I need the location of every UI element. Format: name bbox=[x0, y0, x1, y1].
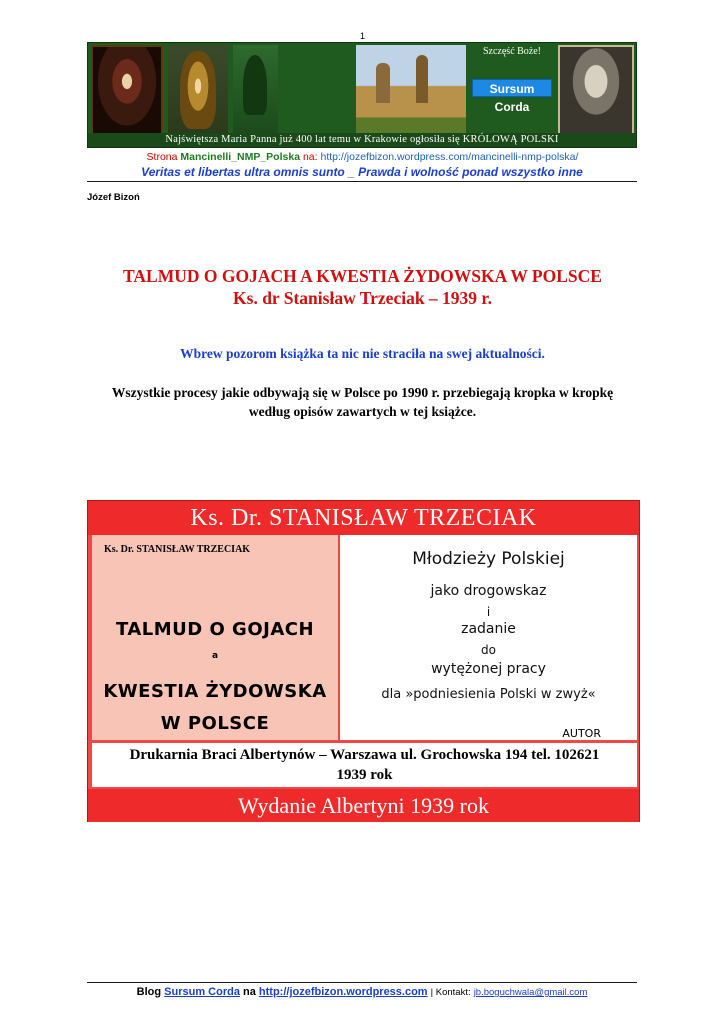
cover-title-line-3: W POLSCE bbox=[160, 713, 270, 734]
greeting-text: Szczęść Boże! bbox=[482, 46, 542, 57]
tree-icon bbox=[233, 45, 278, 135]
note-blue: Wbrew pozorom książka ta nic nie straciła na swej aktualności. bbox=[180, 346, 545, 361]
author-name: Józef Bizoń bbox=[87, 192, 140, 203]
dedication-line-3: i bbox=[486, 605, 491, 619]
footer-blog-url-link[interactable]: http://jozefbizon.wordpress.com bbox=[258, 986, 428, 998]
page-footer bbox=[87, 982, 637, 998]
cover-bottom-title: Wydanie Albertyni 1939 rok bbox=[88, 789, 639, 822]
note-black: Wszystkie procesy jakie odbywają się w Polsce po 1990 r. przebiegają kropka w kropkę według opisów zawartych w tej książce. bbox=[111, 385, 614, 419]
footer-na: na bbox=[243, 986, 256, 998]
cover-left-panel bbox=[92, 535, 338, 740]
footer-blog-label: Blog bbox=[136, 986, 162, 998]
dedication-line-5: do bbox=[481, 643, 496, 657]
motto: Veritas et libertas ultra omnis sunto _ Prawda i wolność ponad wszystko inne bbox=[87, 165, 637, 182]
site-prefix: Strona bbox=[146, 151, 178, 163]
site-info-line bbox=[0, 151, 725, 163]
document-title bbox=[0, 265, 725, 309]
dedication-line-1: Młodzieży Polskiej bbox=[412, 549, 565, 569]
publisher-line-2: 1939 rok bbox=[336, 767, 393, 783]
dedication-autor: AUTOR bbox=[562, 727, 601, 740]
cover-publisher bbox=[92, 743, 637, 787]
dedication-line-7: dla »podniesienia Polski w zwyż« bbox=[381, 687, 596, 702]
site-url-link[interactable]: http://jozefbizon.wordpress.com/mancinelli-nmp-polska/ bbox=[320, 151, 579, 163]
ostra-brama-icon bbox=[168, 45, 228, 135]
cover-small-author: Ks. Dr. STANISŁAW TRZECIAK bbox=[104, 544, 251, 555]
publisher-line-1: Drukarnia Braci Albertynów – Warszawa ul. Grochowska 194 tel. 102621 bbox=[129, 747, 600, 763]
dedication-line-6: wytężonej pracy bbox=[431, 661, 546, 677]
header-banner bbox=[87, 42, 637, 148]
cover-title-line-2: KWESTIA ŻYDOWSKA bbox=[103, 681, 327, 702]
banner-caption: Najświętsza Maria Panna już 400 lat temu w Krakowie ogłosiła się KRÓLOWĄ POLSKI bbox=[88, 133, 636, 147]
wawel-castle-icon bbox=[356, 45, 466, 135]
page-number: 1 bbox=[359, 31, 365, 41]
title-line-2: Ks. dr Stanisław Trzeciak – 1939 r. bbox=[233, 288, 492, 308]
cover-top-title: Ks. Dr. STANISŁAW TRZECIAK bbox=[88, 501, 639, 535]
blog-name-badge[interactable]: Sursum Corda bbox=[472, 79, 552, 97]
cover-title-line-1: TALMUD O GOJACH bbox=[115, 619, 315, 640]
madonna-icon bbox=[91, 45, 163, 135]
portrait-icon bbox=[558, 45, 634, 135]
title-line-1: TALMUD O GOJACH A KWESTIA ŻYDOWSKA W POLSCE bbox=[123, 266, 602, 286]
dedication-line-4: zadanie bbox=[461, 621, 516, 637]
footer-contact-label: | Kontakt: bbox=[430, 987, 471, 998]
footer-blog-name-link[interactable]: Sursum Corda bbox=[164, 986, 240, 998]
cover-right-panel bbox=[340, 535, 637, 740]
site-name: Mancinelli_NMP_Polska bbox=[180, 151, 301, 163]
book-cover bbox=[87, 500, 640, 822]
cover-title-conj: a bbox=[211, 651, 219, 661]
footer-email-link[interactable]: jb.boguchwala@gmail.com bbox=[473, 987, 588, 998]
dedication-line-2: jako drogowskaz bbox=[430, 583, 547, 599]
site-mid: na: bbox=[302, 151, 318, 163]
